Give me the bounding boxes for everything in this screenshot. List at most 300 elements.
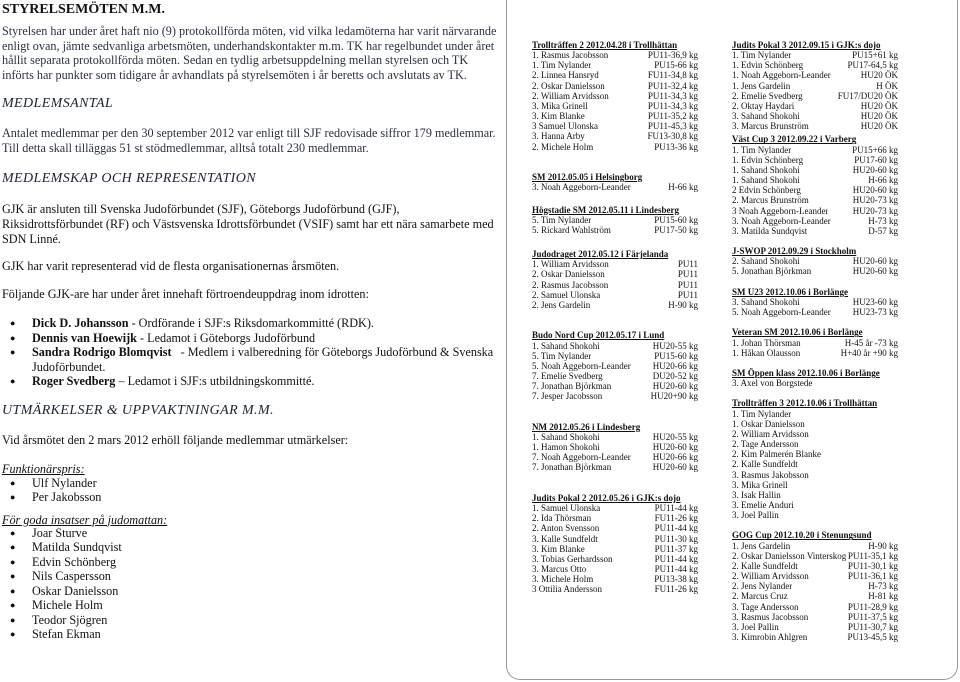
result-class: H-73 kg	[868, 581, 898, 592]
result-row	[532, 290, 698, 300]
result-row	[732, 622, 898, 632]
athlete-name: 5. Noah Aggeborn-Leander	[532, 360, 631, 371]
result-class: H-90 kg	[668, 299, 698, 310]
result-class: PU11-45,3 kg	[647, 121, 698, 132]
result-row	[532, 300, 698, 310]
trust-role: – Ledamot i SJF:s utbildningskommitté.	[115, 374, 315, 388]
result-row	[532, 534, 698, 544]
athlete-name: 1. Tim Nylander	[732, 408, 792, 419]
result-class: HU23-73 kg	[852, 307, 898, 318]
result-row	[532, 361, 698, 371]
result-row	[732, 632, 898, 642]
result-row	[732, 145, 898, 155]
list-item: ● Ulf Nylander	[2, 476, 500, 491]
result-class: FU13-30,8 kg	[647, 131, 698, 142]
result-class: H ÖK	[876, 80, 898, 91]
competition-section	[732, 287, 898, 317]
athlete-name: 2. Oskar Danielsson	[532, 269, 605, 280]
athlete-name: 3. Joel Pallin	[732, 510, 779, 521]
competition-section	[532, 249, 698, 310]
athlete-name: 3. Kalle Sundfeldt	[532, 533, 598, 544]
list-item	[2, 316, 500, 331]
result-row	[532, 371, 698, 381]
athlete-name: 3. Rasmus Jakobsson	[732, 469, 809, 480]
trust-name: Dick D. Johansson	[32, 316, 129, 330]
result-row	[532, 182, 698, 192]
heading-members: MEDLEMSANTAL	[2, 96, 114, 111]
result-row	[732, 70, 898, 80]
result-row	[732, 439, 898, 449]
result-class: HU20-55 kg	[652, 431, 698, 442]
result-class: HU20 ÖK	[860, 111, 898, 122]
result-row	[732, 256, 898, 266]
athlete-name: 3. Sahand Shokohi	[732, 111, 800, 122]
membership-text-3: Följande GJK-are har under året innehaft förtroendeuppdrag inom idrotten:	[2, 287, 369, 301]
result-class: PU11-30 kg	[654, 533, 698, 544]
result-class: PU11-37 kg	[654, 543, 698, 554]
athlete-name: 1. Håkan Olausson	[732, 347, 801, 358]
result-class: PU11-30,7 kg	[847, 621, 898, 632]
result-row	[532, 513, 698, 523]
result-class: HU20 ÖK	[860, 100, 898, 111]
list-item	[2, 345, 500, 374]
result-row	[532, 432, 698, 442]
result-class: HU20-60 kg	[652, 462, 698, 473]
result-class: PU11-34,3 kg	[647, 90, 698, 101]
athlete-name: 1. Johan Thörsman	[732, 337, 801, 348]
competition-section	[532, 493, 698, 595]
result-row	[732, 510, 898, 520]
result-class: HU20 ÖK	[860, 70, 898, 81]
athlete-name: 3. Marcus Brunström	[732, 121, 809, 132]
competition-section	[732, 368, 898, 388]
result-class: HU20-60 kg	[652, 381, 698, 392]
athlete-name: 2. Kalle Sundfeldt	[732, 560, 798, 571]
result-row	[532, 280, 698, 290]
athlete-name: 3. Kim Blanke	[532, 543, 585, 554]
athlete-name: 1. Noah Aggeborn-Leander	[732, 70, 831, 81]
result-row	[732, 216, 898, 226]
result-class: PU15-60 kg	[654, 350, 698, 361]
athlete-name: 1. Sahand Shokohi	[732, 175, 800, 186]
result-row	[732, 101, 898, 111]
competition-section	[532, 330, 698, 401]
membership-text-1: GJK är ansluten till Svenska Judoförbundet (SJF), Göteborgs Judoförbund (GJF), Riksidrottsförbundet (RF) och Västsvenska Idrottsförbundet (VSIF) samt har ett nära samarbete med SDN Linné.	[2, 202, 494, 246]
athlete-name: 2. Kim Palmerén Blanke	[732, 449, 821, 460]
competition-title: NM 2012.05.26 i Lindesberg	[532, 421, 641, 432]
result-class: PU15+61 kg	[852, 50, 898, 61]
result-class: PU11-30,1 kg	[847, 560, 898, 571]
athlete-name: 3. Hanna Arby	[532, 131, 585, 142]
result-row	[532, 442, 698, 452]
athlete-name: 3. Axel von Borgstede	[732, 378, 813, 389]
athlete-name: 1. Sahand Shokohi	[732, 164, 800, 175]
result-row	[532, 584, 698, 594]
result-row	[732, 591, 898, 601]
trust-list	[2, 316, 500, 389]
result-row	[732, 581, 898, 591]
result-class: PU11-44 kg	[654, 523, 698, 534]
athlete-name: 3. Joel Pallin	[732, 621, 779, 632]
athlete-name: 1. Rasmus Jacobsson	[532, 50, 609, 61]
result-row	[532, 564, 698, 574]
result-row	[532, 142, 698, 152]
result-row	[532, 452, 698, 462]
athlete-name: 5. Rickard Wahlström	[532, 224, 611, 235]
athlete-name: 1. Tim Nylander	[732, 144, 792, 155]
result-class: PU13-45,5 kg	[847, 632, 898, 642]
athlete-name: 1. Tim Nylander	[532, 60, 592, 71]
results-column-a	[532, 40, 698, 594]
result-row	[732, 429, 898, 439]
competition-title: Veteran SM 2012.10.06 i Borlänge	[732, 327, 863, 338]
result-row	[532, 131, 698, 141]
athlete-name: 2. Emelie Svedberg	[732, 90, 803, 101]
result-class: HU20 ÖK	[860, 121, 898, 132]
result-row	[532, 91, 698, 101]
result-row	[732, 175, 898, 185]
athlete-name: 1. Oskar Danielsson	[732, 418, 805, 429]
result-row	[732, 419, 898, 429]
athlete-name: 1. Jens Gardelin	[732, 80, 791, 91]
result-class: DU20-52 kg	[652, 371, 698, 382]
athlete-name: 3. Mika Grinell	[732, 479, 788, 490]
functionary-heading: Funktionärspris:	[2, 461, 85, 476]
result-class: PU15+66 kg	[852, 144, 898, 155]
athlete-name: 7. Noah Aggeborn-Leander	[532, 452, 631, 463]
athlete-name: 2. Oktay Haydari	[732, 100, 795, 111]
heading-membership: MEDLEMSKAP OCH REPRESENTATION	[2, 171, 256, 186]
result-row	[732, 297, 898, 307]
result-class: PU15-66 kg	[654, 60, 698, 71]
competition-title: Judodraget 2012.05.12 i Färjelanda	[532, 249, 669, 260]
result-class: PU11-34,3 kg	[647, 100, 698, 111]
result-class: PU11	[677, 289, 698, 300]
result-row	[532, 574, 698, 584]
result-row	[732, 111, 898, 121]
result-row	[532, 544, 698, 554]
result-class: H-45 år -73 kg	[844, 337, 898, 348]
athlete-name: 2. Rasmus Jacobsson	[532, 279, 609, 290]
athlete-name: 3 Samuel Ulonska	[532, 121, 598, 132]
result-row	[532, 523, 698, 533]
athlete-name: 7. Emelie Svedberg	[532, 371, 603, 382]
result-row	[732, 551, 898, 561]
athlete-name: 3. Kimrobin Ahlgren	[732, 632, 808, 642]
athlete-name: 2. Jens Nylander	[732, 581, 793, 592]
result-class: H-81 kg	[868, 591, 898, 602]
result-class: PU15-60 kg	[654, 214, 698, 225]
athlete-name: 2. William Arvidsson	[732, 428, 809, 439]
athlete-name: 1. Tim Nylander	[732, 50, 792, 61]
athlete-name: 3. Sahand Shokohi	[732, 296, 800, 307]
result-row	[732, 449, 898, 459]
trust-name: Roger Svedberg	[32, 374, 116, 388]
result-class: HU20-73 kg	[852, 195, 898, 206]
result-class: PU11-37,5 kg	[847, 611, 898, 622]
members-text: Antalet medlemmar per den 30 september 2012 var enligt till SJF redovisade siffror 179 medlemmar. Till detta skall tilläggas 51 st stödmedlemmar, alltså totalt 230 medlemmar.	[2, 126, 496, 155]
result-class: H-66 kg	[668, 182, 698, 193]
result-row	[732, 50, 898, 60]
competition-title: SM Öppen klass 2012.10.06 i Borlänge	[732, 367, 880, 378]
athlete-name: 5. Jonathan Björkman	[732, 266, 812, 277]
result-class: H-90 kg	[868, 540, 898, 551]
competition-section	[732, 327, 898, 357]
result-row	[532, 121, 698, 131]
result-class: PU11	[677, 259, 698, 270]
list-item: ● Michele Holm	[2, 598, 500, 613]
board-meetings-text: Styrelsen har under året haft nio (9) protokollförda möten, vid vilka ledamöterna har varit närvarande enligt ovan, jämte sedvanliga arbetsmöten, underhandskontakter m.m. TK har regelbundet under året hållit separata protokollförda möten. Sedan en tydlig arbetsuppdelning mellan styrelsen och TK införts har punkter som tidigare år avhandlats på styrelsemöten i år beretts och avslutats av TK.	[2, 24, 497, 82]
result-class: FU11-26 kg	[654, 584, 698, 595]
heading-awards: UTMÄRKELSER & UPPVAKTNINGAR M.M.	[2, 402, 274, 418]
athlete-name: 1. William Arvidsson	[532, 259, 609, 270]
competition-title: Judits Pokal 2 2012.05.26 i GJK:s dojo	[532, 492, 681, 503]
list-item	[2, 331, 500, 346]
athlete-name: 2. Anton Svensson	[532, 523, 600, 534]
result-row	[732, 348, 898, 358]
result-class: PU13-38 kg	[654, 574, 698, 585]
result-class: FU11-26 kg	[654, 513, 698, 524]
result-row	[532, 391, 698, 401]
result-row	[532, 554, 698, 564]
result-row	[732, 409, 898, 419]
athlete-name: 2. Sahand Shokohi	[732, 256, 800, 267]
competition-section	[732, 530, 898, 642]
athlete-name: 2. Marcus Cruz	[732, 591, 788, 602]
result-class: PU11-35,2 kg	[647, 111, 698, 122]
competition-section	[732, 246, 898, 276]
competition-section	[532, 422, 698, 473]
result-class: HU20-55 kg	[652, 340, 698, 351]
result-row	[732, 338, 898, 348]
result-class: H-66 kg	[868, 175, 898, 186]
athlete-name: 3. Mika Grinell	[532, 100, 588, 111]
result-row	[732, 155, 898, 165]
athlete-name: 5. Tim Nylander	[532, 350, 592, 361]
list-item: ● Edvin Schönberg	[2, 555, 500, 570]
athlete-name: 3. Rasmus Jacobsson	[732, 611, 809, 622]
result-row	[732, 206, 898, 216]
athlete-name: 3 Noah Aggeborn-Leander	[732, 205, 829, 216]
result-class: FU17/DU20 ÖK	[837, 90, 898, 101]
result-row	[732, 81, 898, 91]
result-class: PU11-32,4 kg	[647, 80, 698, 91]
result-row	[532, 462, 698, 472]
competition-title: Budo Nord Cup 2012.05.17 i Lund	[532, 330, 665, 341]
athlete-name: 2. Michele Holm	[532, 141, 594, 152]
result-row	[532, 269, 698, 279]
result-class: PU11-36,1 kg	[847, 571, 898, 582]
result-row	[532, 101, 698, 111]
athlete-name: 2. Oskar Danielsson Vinterskog	[732, 550, 847, 561]
result-row	[532, 341, 698, 351]
list-item: ● Oskar Danielsson	[2, 584, 500, 599]
result-class: HU20-60 kg	[852, 256, 898, 267]
result-class: PU11-36,9 kg	[647, 50, 698, 61]
awards-text: Vid årsmötet den 2 mars 2012 erhöll följande medlemmar utmärkelser:	[2, 432, 349, 447]
athlete-name: 3. Emelie Anduri	[732, 499, 794, 510]
result-row	[732, 378, 898, 388]
trust-role: - Ledamot i Göteborgs Judoförbund	[136, 330, 316, 345]
competition-section	[532, 205, 698, 235]
membership-text-2: GJK har varit representerad vid de flesta organisationernas årsmöten.	[2, 259, 340, 273]
result-class: PU11-44 kg	[654, 553, 698, 564]
result-row	[732, 490, 898, 500]
result-row	[732, 561, 898, 571]
list-item: ● Joar Sturve	[2, 526, 500, 541]
result-row	[732, 541, 898, 551]
athlete-name: 3 Ottilia Andersson	[532, 584, 602, 595]
result-row	[732, 602, 898, 612]
result-row	[532, 381, 698, 391]
list-item: ● Nils Caspersson	[2, 569, 500, 584]
competition-section	[732, 398, 898, 520]
result-class: PU11	[677, 269, 698, 280]
competition-section	[532, 40, 698, 152]
result-class: HU20+90 kg	[650, 391, 698, 402]
result-class: HU20-60 kg	[852, 185, 898, 196]
athlete-name: 2. Samuel Ulonska	[532, 289, 601, 300]
result-class: HU20-66 kg	[652, 452, 698, 463]
result-class: PU11	[677, 279, 698, 290]
result-row	[732, 266, 898, 276]
page-title: STYRELSEMÖTEN M.M.	[2, 2, 165, 17]
result-class: H-73 kg	[868, 215, 898, 226]
result-class: PU17-50 kg	[654, 224, 698, 235]
athlete-name: 2. Kalle Sundfeldt	[732, 459, 798, 470]
result-row	[532, 50, 698, 60]
trust-name: Dennis van Hoewijk	[32, 330, 137, 345]
result-row	[532, 225, 698, 235]
list-item: ● Matilda Sundqvist	[2, 540, 500, 555]
athlete-name: 3. Kim Blanke	[532, 111, 585, 122]
result-class: D-57 kg	[868, 225, 898, 236]
athlete-name: 2. Ida Thörsman	[532, 513, 592, 524]
result-class: HU20-66 kg	[652, 360, 698, 371]
athlete-name: 1. Samuel Ulonska	[532, 503, 601, 514]
trust-role: - Medlem i valberedning för Göteborgs Judoförbund & Svenska Judoförbundet.	[32, 345, 497, 374]
result-class: HU20-60 kg	[652, 442, 698, 453]
trust-role: - Ordförande i SJF:s Riksdomarkommitté (RDK).	[128, 316, 374, 330]
result-row	[732, 165, 898, 175]
athlete-name: 3. Noah Aggeborn-Leander	[732, 215, 831, 226]
result-class: PU17-60 kg	[854, 154, 898, 165]
athlete-name: 3. Michele Holm	[532, 574, 594, 585]
result-row	[732, 571, 898, 581]
competition-section	[732, 134, 898, 236]
athlete-name: 2. Marcus Brunström	[732, 195, 809, 206]
athlete-name: 7. Jonathan Björkman	[532, 381, 612, 392]
competition-section	[532, 172, 698, 192]
result-class: PU11-35,1 kg	[847, 550, 898, 561]
result-class: PU11-28,9 kg	[847, 601, 898, 612]
athlete-name: 2. William Arvidsson	[532, 90, 609, 101]
result-row	[732, 459, 898, 469]
result-row	[732, 60, 898, 70]
athlete-name: 7. Jesper Jacobsson	[532, 391, 603, 402]
result-row	[732, 195, 898, 205]
judo-list	[2, 526, 500, 642]
result-row	[732, 121, 898, 131]
athlete-name: 3. Tage Andersson	[732, 601, 799, 612]
athlete-name: 7. Jonathan Björkman	[532, 462, 612, 473]
athlete-name: 3. Marcus Otto	[532, 563, 587, 574]
list-item: ● Teodor Sjögren	[2, 613, 500, 628]
competition-section	[732, 40, 898, 131]
result-row	[732, 470, 898, 480]
result-row	[732, 185, 898, 195]
result-row	[532, 70, 698, 80]
competition-title: Trollträffen 3 2012.10.06 i Trollhättan	[732, 398, 878, 409]
athlete-name: 1. Edvin Schönberg	[732, 154, 804, 165]
result-class: H+40 år +90 kg	[840, 347, 898, 358]
result-row	[532, 60, 698, 70]
result-class: PU11-44 kg	[654, 563, 698, 574]
result-row	[732, 480, 898, 490]
competition-title: SM U23 2012.10.06 i Borlänge	[732, 286, 848, 297]
result-row	[532, 215, 698, 225]
result-class: PU13-36 kg	[654, 141, 698, 152]
result-row	[532, 351, 698, 361]
athlete-name: 1. Edvin Schönberg	[732, 60, 804, 71]
athlete-name: 2. William Arvidsson	[732, 571, 809, 582]
athlete-name: 2. Oskar Danielsson	[532, 80, 605, 91]
competition-title: Högstadie SM 2012.05.11 i Lindesberg	[532, 204, 680, 215]
athlete-name: 1. Sahand Shokohi	[532, 431, 600, 442]
result-row	[732, 307, 898, 317]
result-class: PU17-64,5 kg	[847, 60, 898, 71]
result-row	[532, 81, 698, 91]
athlete-name: 2 Edvin Schönberg	[732, 185, 801, 196]
left-column	[2, 0, 500, 642]
athlete-name: 5. Tim Nylander	[532, 214, 592, 225]
result-row	[732, 226, 898, 236]
competition-title: Trollträffen 2 2012.04.28 i Trollhättan	[532, 40, 678, 50]
list-item	[2, 374, 500, 389]
result-row	[732, 500, 898, 510]
competition-title: J-SWOP 2012.09.29 i Stockholm	[732, 246, 857, 257]
result-row	[532, 259, 698, 269]
functionary-list	[2, 476, 500, 505]
athlete-name: 2. Tage Andersson	[732, 439, 799, 450]
result-row	[732, 612, 898, 622]
result-row	[532, 111, 698, 121]
athlete-name: 2. Jens Gardelin	[532, 299, 591, 310]
result-row	[532, 503, 698, 513]
athlete-name: 1. Jens Gardelin	[732, 540, 791, 551]
result-class: HU20-60 kg	[852, 164, 898, 175]
athlete-name: 3. Tobias Gerhardsson	[532, 553, 613, 564]
result-class: HU20-60 kg	[852, 266, 898, 277]
list-item: ● Per Jakobsson	[2, 490, 500, 505]
result-class: HU23-60 kg	[852, 296, 898, 307]
judo-heading: För goda insatser på judomattan:	[2, 512, 168, 527]
list-item: ● Stefan Ekman	[2, 627, 500, 642]
athlete-name: 3. Matilda Sundqvist	[732, 225, 808, 236]
athlete-name: 3. Isak Hallin	[732, 489, 781, 500]
trust-name: Sandra Rodrigo Blomqvist	[32, 345, 172, 359]
athlete-name: 1. Hamon Shokohi	[532, 442, 600, 453]
athlete-name: 3. Noah Aggeborn-Leander	[532, 182, 631, 193]
athlete-name: 1. Sahand Shokohi	[532, 340, 600, 351]
results-column-b	[732, 40, 898, 642]
result-row	[732, 91, 898, 101]
athlete-name: 5. Noah Aggeborn-Leander	[732, 307, 831, 318]
result-class: FU11-34,8 kg	[647, 70, 698, 81]
competition-title: Väst Cup 3 2012.09.22 i Varberg	[732, 134, 857, 145]
result-class: HU20-73 kg	[852, 205, 898, 216]
competition-title: Judits Pokal 3 2012.09.15 i GJK:s dojo	[732, 40, 881, 50]
